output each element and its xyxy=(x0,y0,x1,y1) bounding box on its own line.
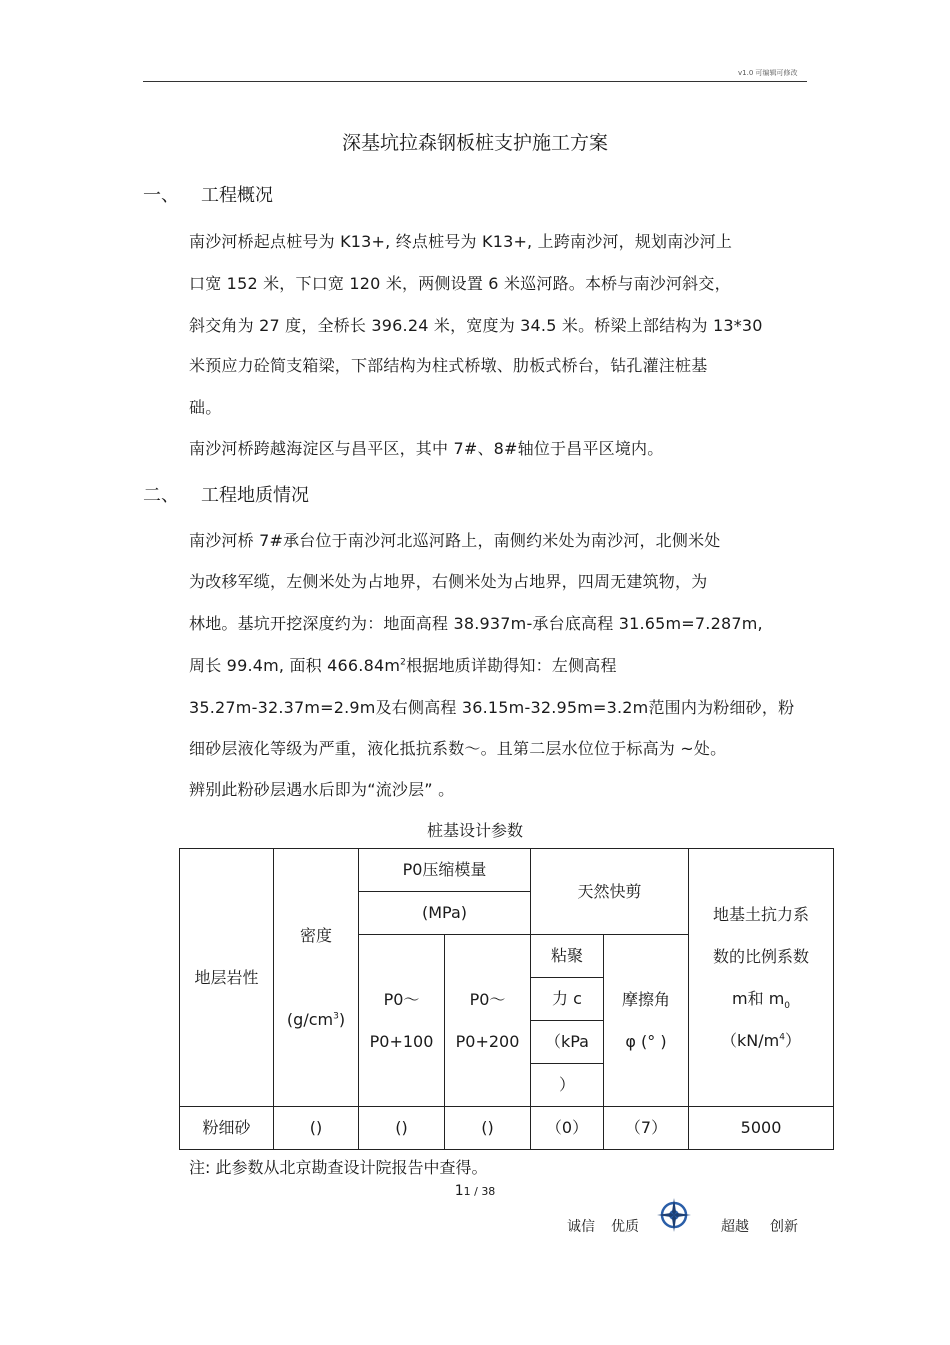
cell-layer: 粉细砂 xyxy=(180,1107,274,1150)
header-layer: 地层岩性 xyxy=(180,849,274,1107)
paragraph-line: 为改移军缆，左侧米处为占地界，右侧米处为占地界，四周无建筑物，为 xyxy=(189,572,708,591)
cell-density: () xyxy=(274,1107,359,1150)
cell-p0-100: () xyxy=(359,1107,445,1150)
area-superscript: 2 xyxy=(400,657,407,668)
cell-friction: （7） xyxy=(604,1107,689,1150)
coef-m-text: m和 m xyxy=(732,988,785,1008)
density-unit-close: ) xyxy=(338,1009,346,1029)
cell-p0-200: () xyxy=(445,1107,531,1150)
paragraph-line: 细砂层液化等级为严重，液化抵抗系数～。且第二层水位位于标高为 ~处。 xyxy=(189,739,727,758)
company-logo-icon xyxy=(657,1198,691,1232)
section-1-title: 工程概况 xyxy=(201,185,273,206)
slogan-surpass: 超越 xyxy=(721,1219,749,1235)
header-rule xyxy=(143,81,807,82)
page-current: 1 xyxy=(463,1185,471,1198)
header-cohesion-line2: 力 c xyxy=(531,978,604,1021)
page-prefix: 1 xyxy=(454,1183,464,1199)
header-friction-line1: 摩擦角 xyxy=(622,989,671,1009)
header-version-tag: v1.0 可编辑可修改 xyxy=(738,69,798,77)
paragraph-line-area xyxy=(189,653,617,676)
paragraph-line: 础。 xyxy=(189,398,222,417)
header-p0-group-line2: (MPa) xyxy=(359,892,531,935)
section-1-heading xyxy=(143,181,273,207)
header-p0-100 xyxy=(359,935,445,1107)
paragraph-line: 林地。基坑开挖深度约为：地面高程 38.937m-承台底高程 31.65m=7.287m, xyxy=(189,614,763,633)
header-p0-group-line1: P0压缩模量 xyxy=(359,849,531,892)
header-friction xyxy=(604,935,689,1107)
coef-unit-sup: 4 xyxy=(779,1032,785,1043)
header-cohesion-line3: （kPa xyxy=(531,1021,604,1064)
header-density-spacer xyxy=(274,957,358,999)
page-title: 深基坑拉森钢板桩支护施工方案 xyxy=(341,132,608,154)
slogan-quality: 优质 xyxy=(611,1219,639,1235)
header-density-unit xyxy=(274,999,358,1041)
table-caption: 桩基设计参数 xyxy=(426,821,523,840)
page-number xyxy=(0,1183,950,1199)
paragraph-line: 辨别此粉砂层遇水后即为“流沙层” 。 xyxy=(189,780,455,799)
section-1-number: 一、 xyxy=(143,185,179,206)
page-separator: / xyxy=(470,1185,482,1198)
paragraph-line: 斜交角为 27 度，全桥长 396.24 米，宽度为 34.5 米。桥梁上部结构为 13*30 xyxy=(189,316,763,335)
header-shear-group: 天然快剪 xyxy=(531,849,689,935)
pile-design-parameters-table xyxy=(179,848,834,1150)
header-coef-line3 xyxy=(689,978,833,1020)
header-p0-100-line1: P0～ xyxy=(383,989,420,1009)
header-cohesion-line1: 粘聚 xyxy=(531,935,604,978)
header-coefficient xyxy=(689,849,834,1107)
page-total: 38 xyxy=(481,1185,496,1198)
cell-coefficient: 5000 xyxy=(689,1107,834,1150)
header-density xyxy=(274,849,359,1107)
header-p0-200-line1: P0～ xyxy=(469,989,506,1009)
section-2-title: 工程地质情况 xyxy=(201,485,309,506)
header-p0-100-line2: P0+100 xyxy=(369,1031,434,1051)
paragraph-line: 35.27m-32.37m=2.9m及右侧高程 36.15m-32.95m=3.2m范围内为粉细砂，粉 xyxy=(189,698,795,717)
paragraph-line: 南沙河桥跨越海淀区与昌平区，其中 7#、8#轴位于昌平区境内。 xyxy=(189,439,664,458)
header-friction-line2: φ (° ) xyxy=(625,1031,667,1051)
cell-cohesion: （0） xyxy=(531,1107,604,1150)
paragraph-line: 口宽 152 米，下口宽 120 米，两侧设置 6 米巡河路。本桥与南沙河斜交， xyxy=(189,274,731,293)
area-text-continued: 根据地质详勘得知：左侧高程 xyxy=(406,656,617,675)
section-2-heading xyxy=(143,481,309,507)
area-text: 周长 99.4m, 面积 466.84m xyxy=(189,656,401,675)
slogan-innovate: 创新 xyxy=(770,1219,798,1235)
header-coef-line1: 地基土抗力系 xyxy=(713,904,810,924)
header-coef-line4 xyxy=(689,1020,833,1062)
coef-unit-close: ） xyxy=(784,1030,801,1050)
slogan-integrity: 诚信 xyxy=(567,1219,595,1235)
header-density-label: 密度 xyxy=(299,925,332,945)
header-p0-200-line2: P0+200 xyxy=(455,1031,520,1051)
paragraph-line: 南沙河桥起点桩号为 K13+, 终点桩号为 K13+, 上跨南沙河，规划南沙河上 xyxy=(189,232,733,251)
table-note: 注: 此参数从北京勘查设计院报告中查得。 xyxy=(189,1158,488,1177)
header-coef-line2: 数的比例系数 xyxy=(713,946,810,966)
coef-unit-text: （kN/m xyxy=(721,1030,780,1050)
section-2-number: 二、 xyxy=(143,485,179,506)
paragraph-line: 米预应力砼简支箱梁，下部结构为柱式桥墩、肋板式桥台，钻孔灌注桩基 xyxy=(189,356,708,375)
paragraph-line: 南沙河桥 7#承台位于南沙河北巡河路上，南侧约米处为南沙河，北侧米处 xyxy=(189,531,721,550)
header-cohesion-line4: ） xyxy=(531,1064,604,1107)
coef-m-sub: 0 xyxy=(784,1000,791,1011)
density-unit-text: (g/cm xyxy=(286,1009,334,1029)
header-p0-200 xyxy=(445,935,531,1107)
density-unit-sup: 3 xyxy=(333,1011,339,1022)
